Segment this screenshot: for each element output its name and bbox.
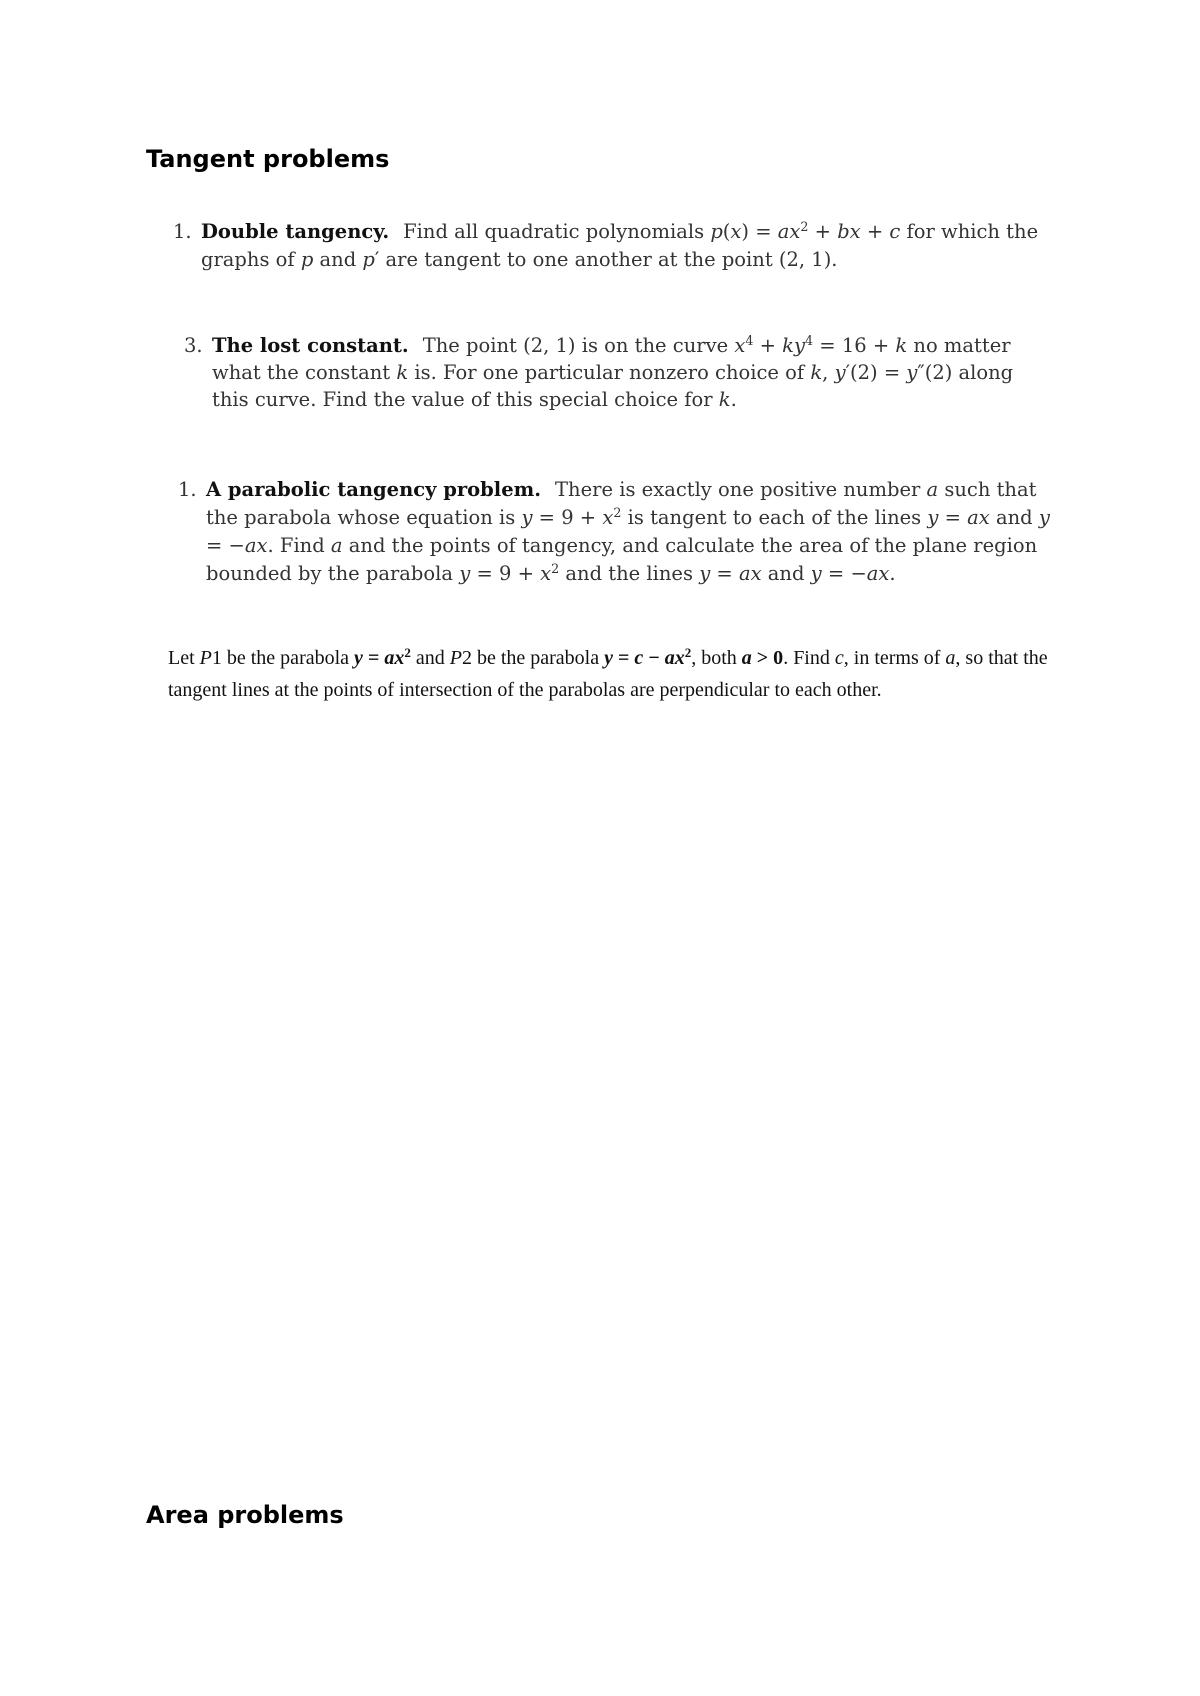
problem-statement: Let P1 be the parabola $y = ax^2$ and P2 be the parabola $y = c - ax^2$, both a > 0. Find c, in terms of a, so that the tangent lines at the points of intersection of the parabolas are perpendicular to each other. <box>168 644 1048 701</box>
problem-title: Double tangency. <box>201 220 390 243</box>
problem-double-tangency <box>173 218 1063 274</box>
problem-number: 1. <box>173 220 192 243</box>
problem-text <box>201 218 1063 274</box>
problem-statement: There is exactly one positive number a such that the parabola whose equation is $y = 9 + x^2$ is tangent to each of the lines y = ax and y = −ax. Find a and the points of tangency, and calculate the area of the plane region bounded by the parabola $y = 9 + x^2$ and the lines y = ax and y = −ax. <box>206 478 1050 585</box>
problem-statement: The point (2, 1) is on the curve $x^4 + ky^4 = 16 + k$ no matter what the constant k is. For one particular nonzero choice of k, y′(2) = y″(2) along this curve. Find the value of this special choice for k. <box>212 333 1014 411</box>
section-heading-area: Area problems <box>146 1501 344 1529</box>
problem-parabolic-tangency <box>178 476 1058 588</box>
problem-perpendicular-tangents <box>168 642 1068 706</box>
problem-statement: Find all quadratic polynomials $p(x) = ax^2$ + bx + c for which the graphs of p and p′ are tangent to one another at the point (2, 1). <box>201 219 1039 271</box>
problem-text <box>206 476 1058 588</box>
problem-lost-constant <box>184 332 1044 413</box>
section-heading-tangent: Tangent problems <box>146 145 390 173</box>
problem-title: The lost constant. <box>212 334 409 357</box>
problem-title: A parabolic tangency problem. <box>206 478 542 501</box>
problem-number: 3. <box>184 334 203 357</box>
problem-text <box>212 332 1044 413</box>
problem-number: 1. <box>178 478 197 501</box>
